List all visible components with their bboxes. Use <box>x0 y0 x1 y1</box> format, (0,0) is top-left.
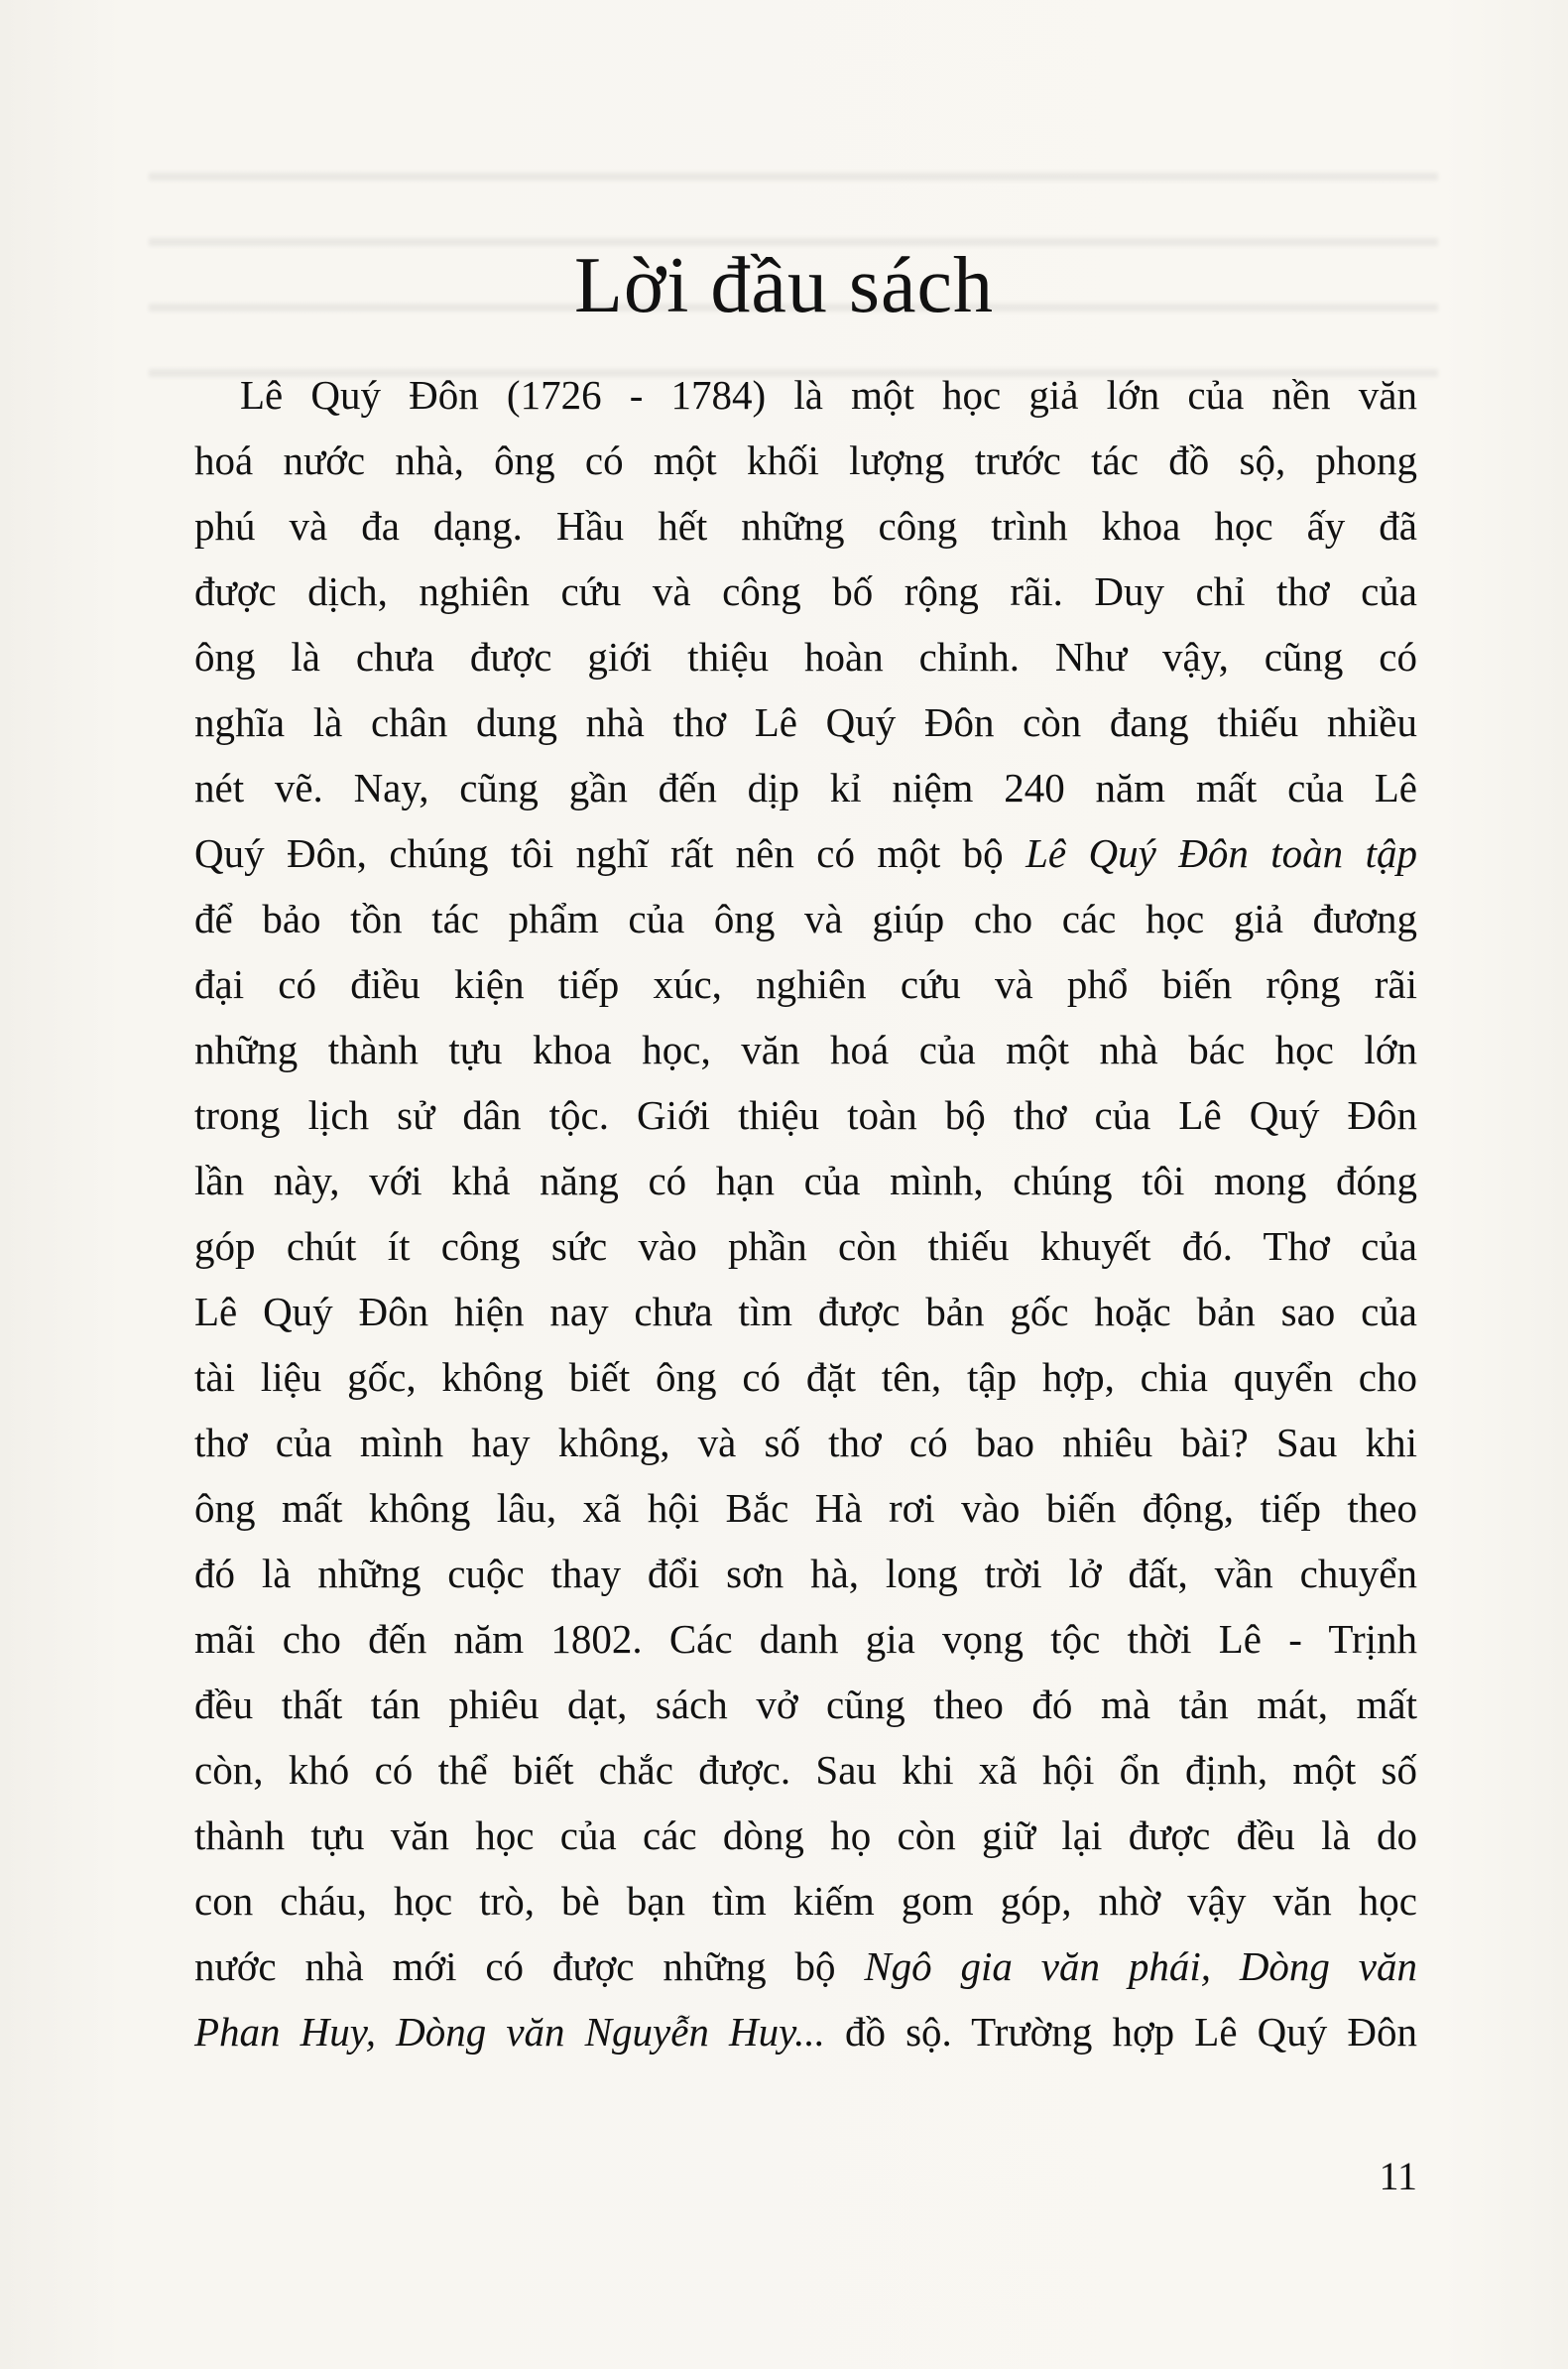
text-segment: Lê Quý Đôn (1726 - 1784) là một học giả lớn của nền văn <box>240 372 1417 418</box>
text-line <box>194 1475 1417 1541</box>
text-line <box>194 1148 1417 1213</box>
text-segment: trong lịch sử dân tộc. Giới thiệu toàn bộ thơ của Lê Quý Đôn <box>194 1092 1417 1138</box>
text-line <box>194 1933 1417 1999</box>
text-line <box>194 493 1417 559</box>
text-line <box>194 820 1417 886</box>
text-line <box>194 1344 1417 1410</box>
italic-title-segment: Lê Quý Đôn toàn tập <box>1025 830 1417 876</box>
text-segment: phú và đa dạng. Hầu hết những công trình khoa học ấy đã <box>194 503 1417 549</box>
text-line <box>194 362 1417 428</box>
text-line <box>194 624 1417 689</box>
text-segment: đều thất tán phiêu dạt, sách vở cũng theo đó mà tản mát, mất <box>194 1682 1417 1727</box>
text-line <box>194 1279 1417 1344</box>
italic-title-segment: Ngô gia văn phái, Dòng văn <box>864 1943 1417 1989</box>
text-segment: còn, khó có thể biết chắc được. Sau khi xã hội ổn định, một số <box>194 1747 1417 1793</box>
text-segment: đồ sộ. Trường hợp Lê Quý Đôn <box>824 2009 1417 2055</box>
text-segment: đó là những cuộc thay đổi sơn hà, long trời lở đất, vần chuyển <box>194 1551 1417 1596</box>
text-segment: tài liệu gốc, không biết ông có đặt tên, tập hợp, chia quyển cho <box>194 1354 1417 1400</box>
text-line <box>194 755 1417 820</box>
text-line <box>194 1999 1417 2064</box>
text-line <box>194 1606 1417 1672</box>
italic-title-segment: Phan Huy, Dòng văn Nguyễn Huy... <box>194 2009 825 2055</box>
text-segment: thơ của mình hay không, và số thơ có bao nhiêu bài? Sau khi <box>194 1420 1417 1465</box>
text-segment: nước nhà mới có được những bộ <box>194 1943 865 1989</box>
text-line <box>194 1672 1417 1737</box>
page-title: Lời đầu sách <box>573 242 995 329</box>
text-line <box>194 428 1417 493</box>
text-line <box>194 1410 1417 1475</box>
text-segment: ông mất không lâu, xã hội Bắc Hà rơi vào biến động, tiếp theo <box>194 1485 1417 1531</box>
text-segment: con cháu, học trò, bè bạn tìm kiếm gom góp, nhờ vậy văn học <box>194 1878 1417 1924</box>
text-segment: góp chút ít công sức vào phần còn thiếu khuyết đó. Thơ của <box>194 1223 1417 1269</box>
text-segment: được dịch, nghiên cứu và công bố rộng rãi. Duy chỉ thơ của <box>194 568 1417 614</box>
text-segment: ông là chưa được giới thiệu hoàn chỉnh. Như vậy, cũng có <box>194 634 1417 680</box>
text-segment: lần này, với khả năng có hạn của mình, chúng tôi mong đóng <box>194 1158 1417 1203</box>
text-line <box>194 886 1417 951</box>
text-line <box>194 1541 1417 1606</box>
text-segment: hoá nước nhà, ông có một khối lượng trước tác đồ sộ, phong <box>194 437 1417 483</box>
text-segment: đại có điều kiện tiếp xúc, nghiên cứu và phổ biến rộng rãi <box>194 961 1417 1007</box>
text-line <box>194 1868 1417 1933</box>
text-segment: những thành tựu khoa học, văn hoá của một nhà bác học lớn <box>194 1027 1417 1072</box>
text-line <box>194 951 1417 1017</box>
text-line <box>194 1737 1417 1803</box>
text-segment: Lê Quý Đôn hiện nay chưa tìm được bản gốc hoặc bản sao của <box>194 1289 1417 1334</box>
text-line <box>194 1017 1417 1082</box>
text-line <box>194 1082 1417 1148</box>
text-segment: để bảo tồn tác phẩm của ông và giúp cho các học giả đương <box>194 896 1417 941</box>
text-segment: nét vẽ. Nay, cũng gần đến dịp kỉ niệm 240 năm mất của Lê <box>194 765 1417 810</box>
body-paragraph <box>194 362 1417 2064</box>
text-line <box>194 1803 1417 1868</box>
text-line <box>194 689 1417 755</box>
text-line <box>194 559 1417 624</box>
page-number: 11 <box>1379 2154 1417 2198</box>
text-segment: thành tựu văn học của các dòng họ còn giữ lại được đều là do <box>194 1812 1417 1858</box>
text-segment: Quý Đôn, chúng tôi nghĩ rất nên có một bộ <box>194 830 1026 876</box>
text-line <box>194 1213 1417 1279</box>
text-segment: mãi cho đến năm 1802. Các danh gia vọng tộc thời Lê - Trịnh <box>194 1616 1417 1662</box>
text-segment: nghĩa là chân dung nhà thơ Lê Quý Đôn còn đang thiếu nhiều <box>194 699 1417 745</box>
